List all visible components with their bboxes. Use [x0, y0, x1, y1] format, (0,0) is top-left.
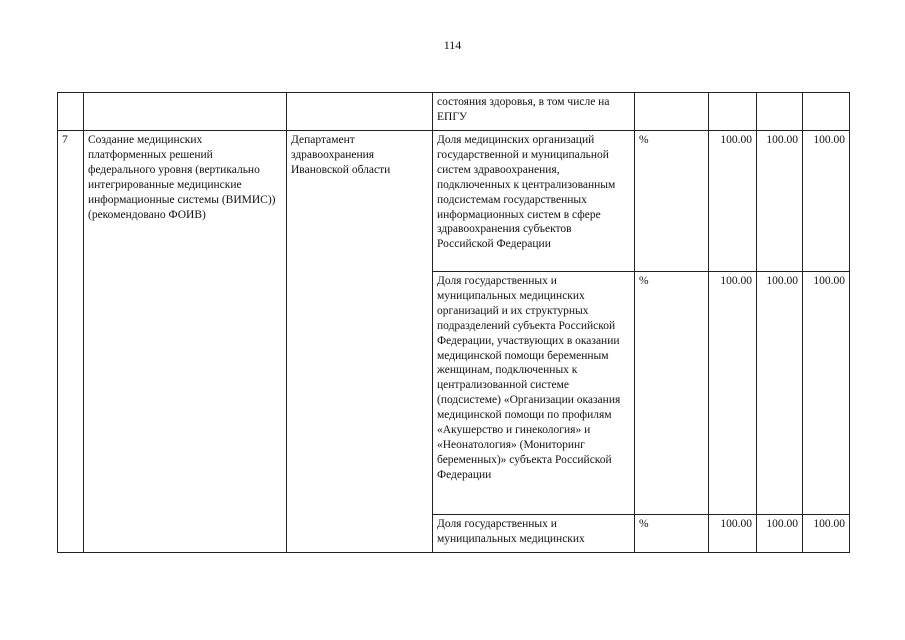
indicator-value-1: 100.00 [709, 515, 757, 553]
name-cell [84, 93, 287, 131]
indicator-unit: % [635, 515, 709, 553]
item-name: Создание медицинских платформенных решений федерального уровня (вертикально интегрированные медицинские информационные системы (ВИМИС)) (рекомендовано ФОИВ) [84, 131, 287, 553]
indicator-text: Доля государственных и муниципальных медицинских [433, 515, 635, 553]
number-cell [58, 93, 84, 131]
executor-cell [287, 93, 433, 131]
page-number: 114 [443, 38, 462, 52]
table-row [58, 131, 850, 272]
indicator-text: Доля медицинских организаций государственной и муниципальной систем здравоохранения, подключенных к централизованным подсистемам государственных информационных систем в сфере здравоохранения субъектов Российской Федерации [433, 131, 635, 272]
indicator-unit: % [635, 131, 709, 272]
indicator-value-3: 100.00 [803, 515, 850, 553]
indicator-value-2: 100.00 [757, 515, 803, 553]
indicator-cell: состояния здоровья, в том числе на ЕПГУ [433, 93, 635, 131]
table-row [58, 93, 850, 131]
indicator-value-1: 100.00 [709, 272, 757, 515]
indicator-value-1: 100.00 [709, 131, 757, 272]
value-cell [709, 93, 757, 131]
item-executor: Департамент здравоохранения Ивановской области [287, 131, 433, 553]
value-cell [757, 93, 803, 131]
indicator-value-2: 100.00 [757, 272, 803, 515]
measures-table [57, 92, 850, 553]
indicator-unit: % [635, 272, 709, 515]
value-cell [803, 93, 850, 131]
indicator-value-3: 100.00 [803, 272, 850, 515]
indicator-text: Доля государственных и муниципальных медицинских организаций и их структурных подразделений субъекта Российской Федерации, участвующих в оказании медицинской помощи беременным женщинам, подключенных к централизованной системе (подсистеме) «Организации оказания медицинской помощи по профилям «Акушерство и гинекология» и «Неонатология» (Мониторинг беременных)» субъекта Российской Федерации [433, 272, 635, 515]
unit-cell [635, 93, 709, 131]
item-number: 7 [58, 131, 84, 553]
indicator-value-3: 100.00 [803, 131, 850, 272]
indicator-value-2: 100.00 [757, 131, 803, 272]
